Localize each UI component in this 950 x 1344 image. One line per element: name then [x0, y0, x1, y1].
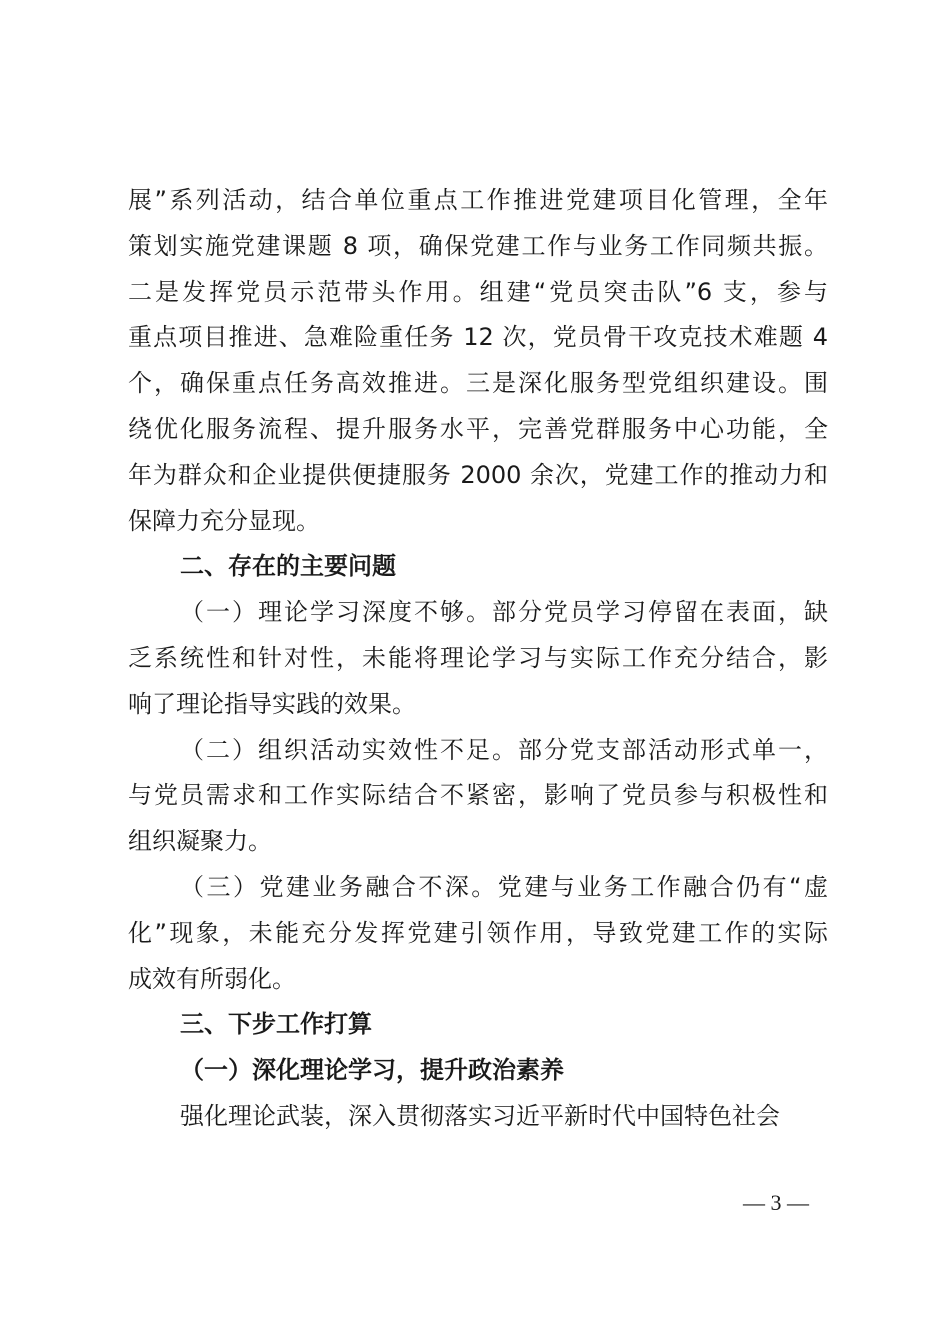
body-text-line: 二是发挥党员示范带头作用。组建“党员突击队”6 支，参与 [128, 277, 828, 306]
body-text-line: 策划实施党建课题 8 项，确保党建工作与业务工作同频共振。 [128, 231, 828, 260]
next-steps-body-line: 强化理论武装，深入贯彻落实习近平新时代中国特色社会 [180, 1101, 780, 1130]
problem-item-3-line: （三）党建业务融合不深。党建与业务工作融合仍有“虚 [180, 872, 828, 901]
body-text-line: 保障力充分显现。 [128, 506, 320, 535]
section-heading-next-steps: 三、下步工作打算 [180, 1010, 372, 1039]
body-text-line: 个，确保重点任务高效推进。三是深化服务型党组织建设。围 [128, 369, 828, 398]
problem-item-1-line: （一）理论学习深度不够。部分党员学习停留在表面，缺 [180, 598, 828, 627]
section-heading-problems: 二、存在的主要问题 [180, 552, 396, 581]
problem-item-1-line: 响了理论指导实践的效果。 [128, 689, 416, 718]
next-steps-subheading: （一）深化理论学习，提升政治素养 [180, 1056, 564, 1085]
problem-item-2-line: 组织凝聚力。 [128, 827, 272, 856]
problem-item-2-line: 与党员需求和工作实际结合不紧密，影响了党员参与积极性和 [128, 781, 828, 810]
problem-item-3-line: 成效有所弱化。 [128, 964, 296, 993]
problem-item-2-line: （二）组织活动实效性不足。部分党支部活动形式单一， [180, 735, 828, 764]
body-text-line: 年为群众和企业提供便捷服务 2000 余次，党建工作的推动力和 [128, 460, 828, 489]
body-text-line: 绕优化服务流程、提升服务水平，完善党群服务中心功能，全 [128, 414, 828, 443]
body-text-line: 重点项目推进、急难险重任务 12 次，党员骨干攻克技术难题 4 [128, 323, 828, 352]
body-text-line: 展”系列活动，结合单位重点工作推进党建项目化管理，全年 [128, 186, 828, 214]
document-body [128, 178, 828, 1140]
problem-item-3-line: 化”现象，未能充分发挥党建引领作用，导致党建工作的实际 [128, 918, 828, 947]
problem-item-1-line: 乏系统性和针对性，未能将理论学习与实际工作充分结合，影 [128, 643, 828, 672]
page-number: — 3 — [743, 1190, 809, 1215]
